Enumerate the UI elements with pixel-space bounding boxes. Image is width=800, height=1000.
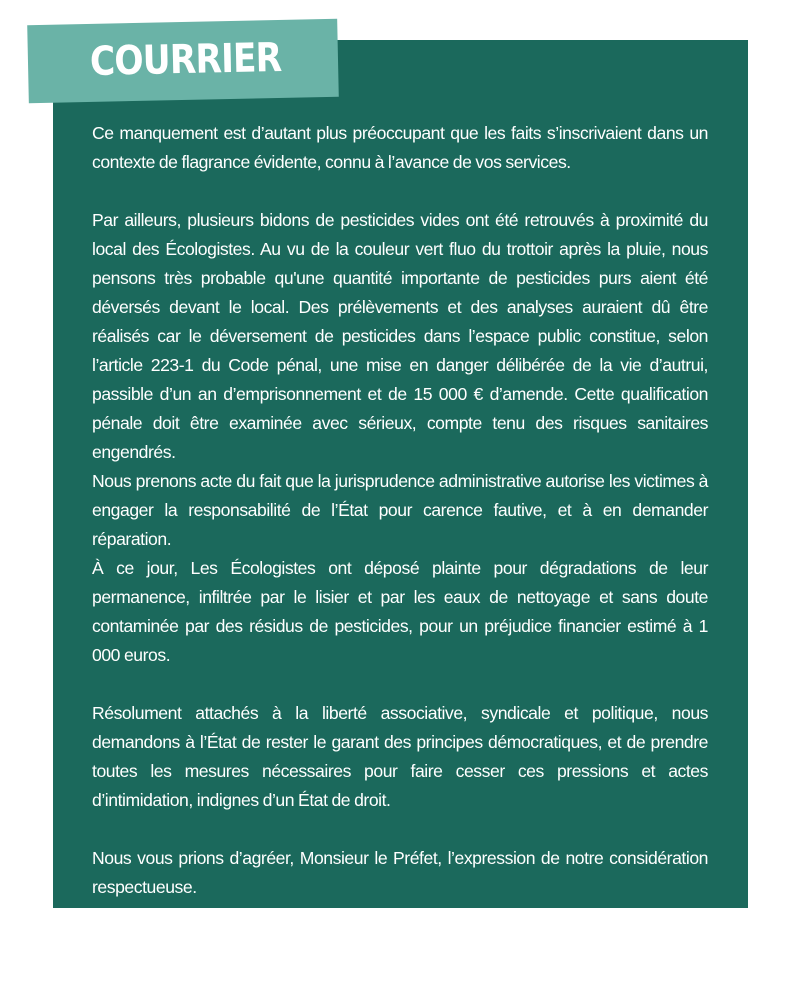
paragraph-liberte: Résolument attachés à la liberté associative, syndicale et politique, nous demandons à l’État de rester le garant des principes démocratiques, et de prendre toutes les mesures nécessaires pour faire cesser ces pressions et actes d’intimidation, indignes d’un État de droit. xyxy=(92,703,708,810)
section-badge xyxy=(27,19,339,103)
paragraph-flagrance: Ce manquement est d’autant plus préoccupant que les faits s’inscrivaient dans un contexte de flagrance évidente, connu à l’avance de vos services. xyxy=(92,123,708,172)
paragraph-salutation: Nous vous prions d’agréer, Monsieur le Préfet, l’expression de notre considération respectueuse. xyxy=(92,848,708,897)
section-title: COURRIER xyxy=(89,34,282,85)
letter-body xyxy=(92,119,708,960)
signature: Les Ecologistes Midi-Pyrénées et Toulouse xyxy=(368,935,708,955)
letter-panel xyxy=(53,40,748,955)
paragraph-jurisprudence: Nous prenons acte du fait que la jurisprudence administrative autorise les victimes à engager la responsabilité de l’État pour carence fautive, et à en demander réparation. xyxy=(92,471,708,549)
paragraph-pesticides: Par ailleurs, plusieurs bidons de pesticides vides ont été retrouvés à proximité du local des Écologistes. Au vu de la couleur vert fluo du trottoir après la pluie, nous pensons très probable qu'une quantité importante de pesticides purs aient été déversés devant le local. Des prélèvements et des analyses auraient dû être réalisés car le déversement de pesticides dans l’espace public constitue, selon l’article 223-1 du Code pénal, une mise en danger délibérée de la vie d’autrui, passible d’un an d’emprisonnement et de 15 000 € d’amende. Cette qualification pénale doit être examinée avec sérieux, compte tenu des risques sanitaires engendrés. xyxy=(92,210,708,462)
paragraph-plainte: À ce jour, Les Écologistes ont déposé plainte pour dégradations de leur permanence, infiltrée par le lisier et par les eaux de nettoyage et sans doute contaminée par des résidus de pesticides, pour un préjudice financier estimé à 1 000 euros. xyxy=(92,558,708,665)
